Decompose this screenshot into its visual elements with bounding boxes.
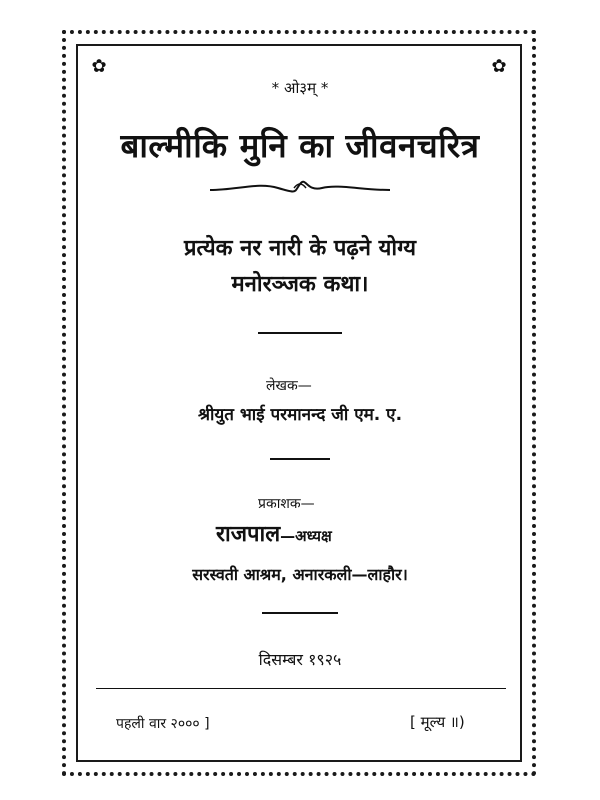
publisher-line: [216, 518, 332, 548]
divider: [270, 458, 330, 460]
bottom-divider: [96, 688, 506, 689]
author-label: लेखक—: [266, 378, 312, 394]
publisher-address: सरस्वती आश्रम, अनारकली—लाहौर।: [192, 565, 408, 584]
divider: [258, 332, 342, 334]
invocation-om: * ओ३म् *: [271, 79, 329, 97]
divider: [262, 612, 338, 614]
publisher-label: प्रकाशक—: [258, 496, 315, 512]
author-name: श्रीयुत भाई परमानन्द जी एम. ए.: [197, 405, 403, 425]
publisher-name: राजपाल: [216, 522, 281, 547]
title-ornament-icon: [208, 178, 392, 196]
subtitle-line-2: मनोरञ्जक कथा।: [231, 272, 369, 297]
book-title: बाल्मीकि मुनि का जीवनचरित्र: [120, 126, 480, 165]
corner-ornament-icon: ✿: [491, 56, 507, 77]
subtitle-line-1: प्रत्येक नर नारी के पढ़ने योग्य: [183, 236, 417, 261]
edition-info: पहली वार २००० ]: [116, 716, 210, 732]
corner-ornament-icon: ✿: [91, 56, 107, 77]
publisher-role: —अध्यक्ष: [280, 527, 332, 545]
publication-date: दिसम्बर १९२५: [258, 650, 342, 669]
price-info: [ मूल्य ॥): [410, 713, 465, 731]
